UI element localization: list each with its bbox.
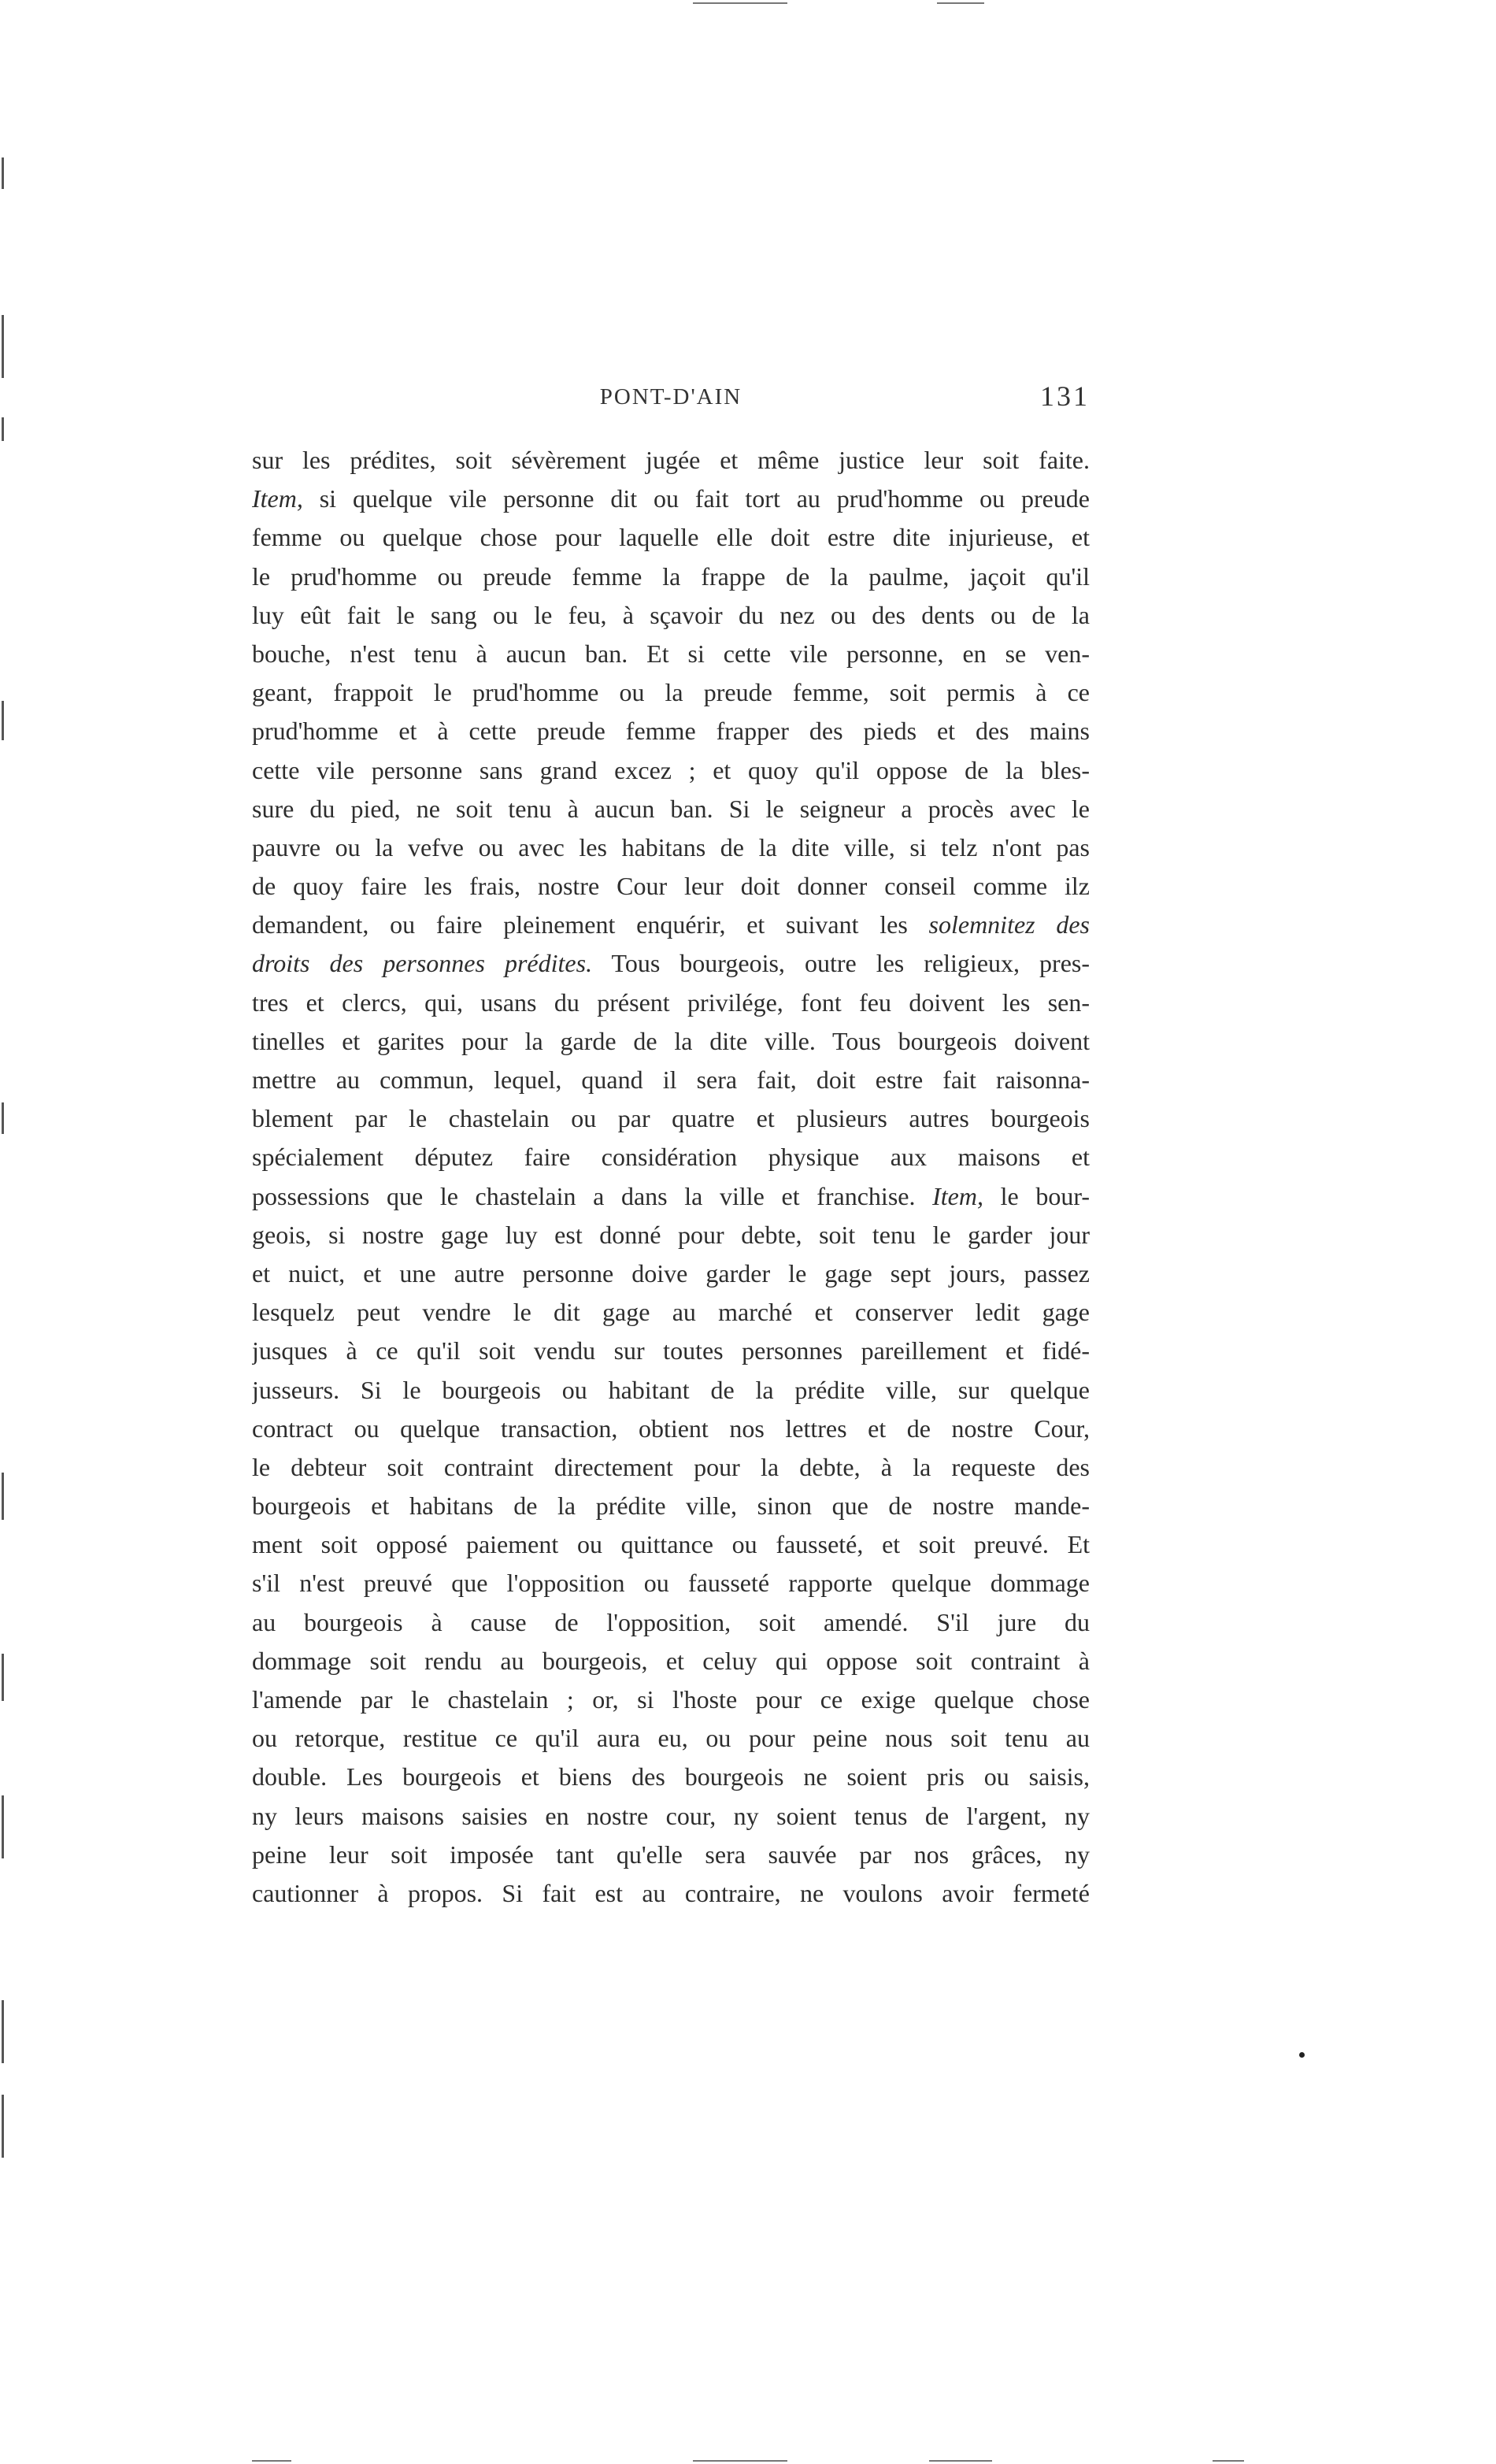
- scan-edge-rule: [693, 2460, 787, 2462]
- text-line: [252, 1874, 1090, 1913]
- text-line: [252, 1022, 1090, 1061]
- text-line: [252, 1061, 1090, 1099]
- text-line: [252, 1758, 1090, 1796]
- text-line: [252, 944, 1090, 983]
- text-fragment: jusseurs. Si le bourgeois ou habitant de la prédite ville, sur quelque: [252, 1375, 1090, 1404]
- text-line: [252, 1836, 1090, 1874]
- text-fragment: ment soit opposé paiement ou quittance ou fausseté, et soit preuvé. Et: [252, 1530, 1090, 1559]
- scan-edge-rule: [937, 2, 984, 4]
- running-title: PONT-D'AIN: [599, 384, 742, 409]
- text-fragment: prud'homme et à cette preude femme frapper des pieds et des mains: [252, 717, 1090, 746]
- text-fragment: mettre au commun, lequel, quand il sera fait, doit estre fait raisonna-: [252, 1065, 1090, 1094]
- scan-edge-rule: [929, 2460, 992, 2462]
- text-fragment: ou retorque, restitue ce qu'il aura eu, ou pour peine nous soit tenu au: [252, 1724, 1090, 1753]
- text-line: [252, 790, 1090, 828]
- text-line: [252, 1177, 1090, 1216]
- text-line: [252, 480, 1090, 518]
- text-fragment: jusques à ce qu'il soit vendu sur toutes personnes pareillement et fidé-: [252, 1336, 1090, 1365]
- text-line: [252, 1410, 1090, 1448]
- text-fragment: lesquelz peut vendre le dit gage au marché et conserver ledit gage: [252, 1298, 1090, 1327]
- text-fragment: geois, si nostre gage luy est donné pour debte, soit tenu le garder jour: [252, 1220, 1090, 1249]
- scan-edge-rule: [693, 2, 787, 4]
- scan-margin-mark: [2, 315, 4, 378]
- text-fragment: bourgeois et habitans de la prédite ville, sinon que de nostre mande-: [252, 1491, 1090, 1521]
- text-fragment: le debteur soit contraint directement pour la debte, à la requeste des: [252, 1452, 1090, 1481]
- text-fragment: sure du pied, ne soit tenu à aucun ban. Si le seigneur a procès avec le: [252, 794, 1090, 823]
- text-line: [252, 1448, 1090, 1487]
- text-fragment: possessions que le chastelain a dans la ville et franchise.: [252, 1181, 933, 1210]
- text-fragment: spécialement députez faire considération physique aux maisons et: [252, 1143, 1090, 1172]
- text-fragment: si quelque vile personne dit ou fait tort au prud'homme ou preude: [302, 484, 1090, 513]
- italic-fragment: droits des personnes prédites.: [252, 949, 593, 978]
- scan-margin-mark: [2, 2095, 4, 2158]
- text-fragment: cautionner à propos. Si fait est au contraire, ne voulons avoir fermeté: [252, 1878, 1090, 1907]
- text-fragment: l'amende par le chastelain ; or, si l'hoste pour ce exige quelque chose: [252, 1685, 1090, 1714]
- text-fragment: au bourgeois à cause de l'opposition, soit amendé. S'il jure du: [252, 1607, 1090, 1636]
- ink-speck: [1299, 2052, 1305, 2058]
- text-line: [252, 1293, 1090, 1332]
- text-line: [252, 1487, 1090, 1525]
- text-fragment: tinelles et garites pour la garde de la dite ville. Tous bourgeois doivent: [252, 1026, 1090, 1055]
- text-fragment: peine leur soit imposée tant qu'elle sera sauvée par nos grâces, ny: [252, 1840, 1090, 1869]
- text-fragment: blement par le chastelain ou par quatre et plusieurs autres bourgeois: [252, 1104, 1090, 1133]
- text-fragment: tres et clercs, qui, usans du présent privilége, font feu doivent les sen-: [252, 987, 1090, 1017]
- text-line: [252, 984, 1090, 1022]
- text-line: [252, 1564, 1090, 1603]
- text-line: [252, 673, 1090, 712]
- text-fragment: s'il n'est preuvé que l'opposition ou fausseté rapporte quelque dommage: [252, 1569, 1090, 1598]
- text-line: [252, 712, 1090, 750]
- text-line: [252, 828, 1090, 867]
- text-line: [252, 1797, 1090, 1836]
- scan-margin-mark: [2, 1473, 4, 1520]
- scan-margin-mark: [2, 417, 4, 441]
- text-line: [252, 1642, 1090, 1680]
- text-line: [252, 867, 1090, 906]
- scan-margin-mark: [2, 701, 4, 740]
- text-line: [252, 1099, 1090, 1138]
- text-fragment: luy eût fait le sang ou le feu, à sçavoir du nez ou des dents ou de la: [252, 600, 1090, 629]
- text-fragment: pauvre ou la vefve ou avec les habitans de la dite ville, si telz n'ont pas: [252, 832, 1090, 861]
- body-text: [252, 441, 1090, 1913]
- text-fragment: dommage soit rendu au bourgeois, et celuy qui oppose soit contraint à: [252, 1646, 1090, 1675]
- text-line: [252, 1371, 1090, 1410]
- text-fragment: sur les prédites, soit sévèrement jugée et même justice leur soit faite.: [252, 446, 1090, 474]
- text-line: [252, 1603, 1090, 1642]
- scan-margin-mark: [2, 1102, 4, 1134]
- text-line: [252, 1332, 1090, 1370]
- text-line: [252, 1680, 1090, 1719]
- scan-margin-mark: [2, 157, 4, 189]
- text-fragment: bouche, n'est tenu à aucun ban. Et si cette vile personne, en se ven-: [252, 639, 1090, 668]
- text-line: [252, 1138, 1090, 1176]
- text-fragment: et nuict, et une autre personne doive garder le gage sept jours, passez: [252, 1258, 1090, 1288]
- scan-margin-mark: [2, 1795, 4, 1858]
- text-line: [252, 751, 1090, 790]
- scan-edge-rule: [252, 2460, 291, 2462]
- text-fragment: demandent, ou faire pleinement enquérir, et suivant les: [252, 910, 929, 939]
- text-fragment: femme ou quelque chose pour laquelle elle doit estre dite injurieuse, et: [252, 523, 1090, 552]
- text-fragment: le bour-: [983, 1181, 1090, 1210]
- text-line: [252, 518, 1090, 557]
- scan-margin-mark: [2, 2000, 4, 2063]
- text-fragment: ny leurs maisons saisies en nostre cour, ny soient tenus de l'argent, ny: [252, 1801, 1090, 1830]
- italic-fragment: solemnitez des: [928, 910, 1090, 939]
- text-fragment: double. Les bourgeois et biens des bourgeois ne soient pris ou saisis,: [252, 1762, 1090, 1791]
- text-line: [252, 1719, 1090, 1758]
- text-line: [252, 1525, 1090, 1564]
- text-line: [252, 596, 1090, 635]
- text-fragment: geant, frappoit le prud'homme ou la preude femme, soit permis à ce: [252, 678, 1090, 707]
- running-head: [252, 380, 1090, 419]
- text-line: [252, 906, 1090, 944]
- text-fragment: Tous bourgeois, outre les religieux, pres-: [592, 949, 1090, 978]
- text-fragment: contract ou quelque transaction, obtient nos lettres et de nostre Cour,: [252, 1414, 1090, 1443]
- text-line: [252, 441, 1090, 480]
- text-fragment: de quoy faire les frais, nostre Cour leur doit donner conseil comme ilz: [252, 872, 1090, 901]
- page-number: 131: [1040, 380, 1090, 412]
- text-fragment: cette vile personne sans grand excez ; et quoy qu'il oppose de la bles-: [252, 755, 1090, 784]
- text-line: [252, 1254, 1090, 1293]
- text-line: [252, 558, 1090, 596]
- italic-fragment: Item,: [252, 484, 303, 513]
- scan-edge-rule: [1213, 2460, 1244, 2462]
- italic-fragment: Item,: [932, 1181, 983, 1210]
- scan-margin-mark: [2, 1654, 4, 1701]
- text-line: [252, 635, 1090, 673]
- text-line: [252, 1216, 1090, 1254]
- text-fragment: le prud'homme ou preude femme la frappe de la paulme, jaçoit qu'il: [252, 561, 1090, 591]
